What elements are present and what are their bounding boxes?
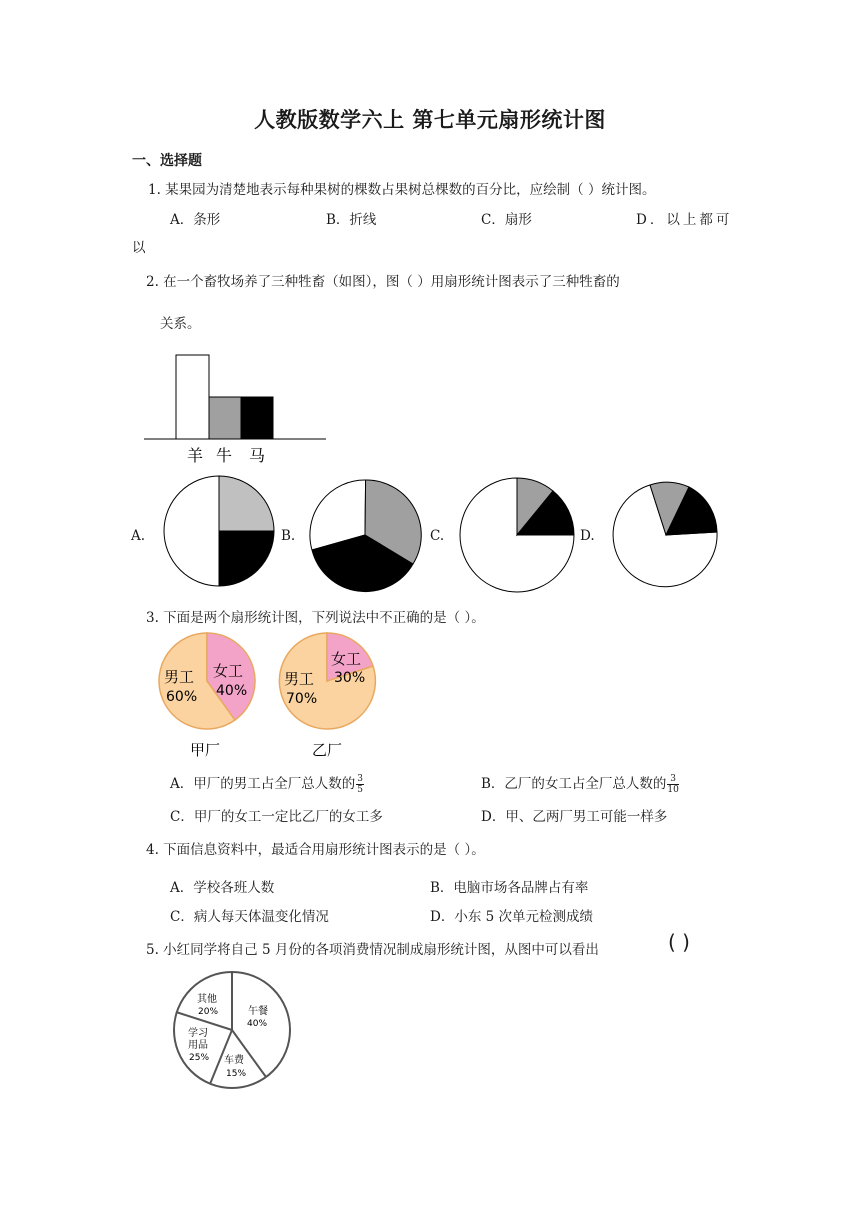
q1-option-a[interactable]: A．条形 [170,212,221,228]
q4-option-d[interactable]: D．小东 5 次单元检测成绩 [430,909,593,925]
q1-option-d[interactable]: D．以上都可 [636,212,733,228]
bar-label-cattle: 牛 [216,446,233,465]
q1-option-b[interactable]: B．折线 [326,212,377,228]
q2-pie-b[interactable] [306,478,424,594]
bar-horse [241,397,273,439]
q2-pie-a[interactable] [162,474,278,590]
jia-male-label: 男工 [164,668,195,686]
fraction-three-fifths: $\frac{3}{5}$ [357,774,363,795]
q5-answer-paren: ( ) [668,930,690,954]
q3-option-d[interactable]: D．甲、乙两厂男工可能一样多 [481,809,668,825]
page-title: 人教版数学六上 第七单元扇形统计图 [254,108,606,132]
question-1-text: 1. 某果园为清楚地表示每种果树的棵数占果树总棵数的百分比，应绘制（ ）统计图。 [148,182,656,198]
q2-option-c-label[interactable]: C. [430,528,445,544]
q2-pie-d[interactable] [612,478,722,590]
q4-option-b[interactable]: B．电脑市场各品牌占有率 [430,880,589,896]
q2-option-a-label[interactable]: A. [131,528,146,544]
pie-a-gray [219,476,274,531]
q5-expense-pie [170,968,294,1092]
question-2-text: 2. 在一个畜牧场养了三种牲畜（如图），图（ ）用扇形统计图表示了三种牲畜的 [146,274,620,290]
slice-fare-label: 车费 [224,1055,244,1066]
bar-sheep [176,355,209,439]
pie-factory-yi [276,630,382,762]
slice-fare-pct: 15% [226,1069,247,1079]
section-heading: 一、选择题 [132,153,202,169]
yi-male-pct: 70% [286,691,318,707]
q3-option-b[interactable] [481,772,679,795]
jia-factory-name: 甲厂 [190,741,221,759]
bar-label-horse: 马 [249,446,266,465]
q3-option-b-text: B．乙厂的女工占全厂总人数的 [481,776,667,792]
yi-female-label: 女工 [331,650,362,668]
question-2-text-cont: 关系。 [160,316,201,332]
bar-label-sheep: 羊 [187,446,204,465]
q3-option-a[interactable] [170,772,364,795]
slice-supplies-label-1: 学习 [188,1028,208,1039]
q2-option-d-label[interactable]: D. [580,528,595,544]
yi-female-pct: 30% [334,670,366,686]
pie-a-black [219,531,274,586]
slice-lunch-pct: 40% [247,1019,268,1029]
q1-option-d-wrap: 以 [132,240,146,256]
livestock-bar-chart [140,345,332,470]
fraction-three-tenths: $\frac{3}{10}$ [667,774,679,795]
slice-other-label: 其他 [197,994,217,1005]
jia-male-pct: 60% [166,689,198,705]
q4-option-a[interactable]: A．学校各班人数 [170,880,275,896]
slice-supplies-label-2: 用品 [188,1040,208,1051]
pie-factory-jia [156,630,262,762]
slice-supplies-pct: 25% [189,1053,210,1063]
q3-option-a-text: A．甲厂的男工占全厂总人数的 [170,776,356,792]
pie-a-white [164,476,219,586]
q2-pie-c[interactable] [458,476,578,594]
q4-option-c[interactable]: C．病人每天体温变化情况 [170,909,329,925]
q2-option-b-label[interactable]: B. [281,528,296,544]
slice-lunch-label: 午餐 [248,1006,268,1017]
jia-female-label: 女工 [213,662,244,680]
q3-option-c[interactable]: C．甲厂的女工一定比乙厂的女工多 [170,809,383,825]
yi-male-label: 男工 [284,670,315,688]
jia-female-pct: 40% [216,683,248,699]
slice-other-pct: 20% [198,1007,219,1017]
question-4-text: 4. 下面信息资料中，最适合用扇形统计图表示的是（ ）。 [146,842,485,858]
question-3-text: 3. 下面是两个扇形统计图，下列说法中不正确的是（ ）。 [146,610,485,626]
q1-option-c[interactable]: C．扇形 [481,212,532,228]
yi-factory-name: 乙厂 [312,741,343,759]
question-5-text: 5. 小红同学将自己 5 月份的各项消费情况制成扇形统计图，从图中可以看出 [146,942,599,958]
bar-cattle [209,397,241,439]
